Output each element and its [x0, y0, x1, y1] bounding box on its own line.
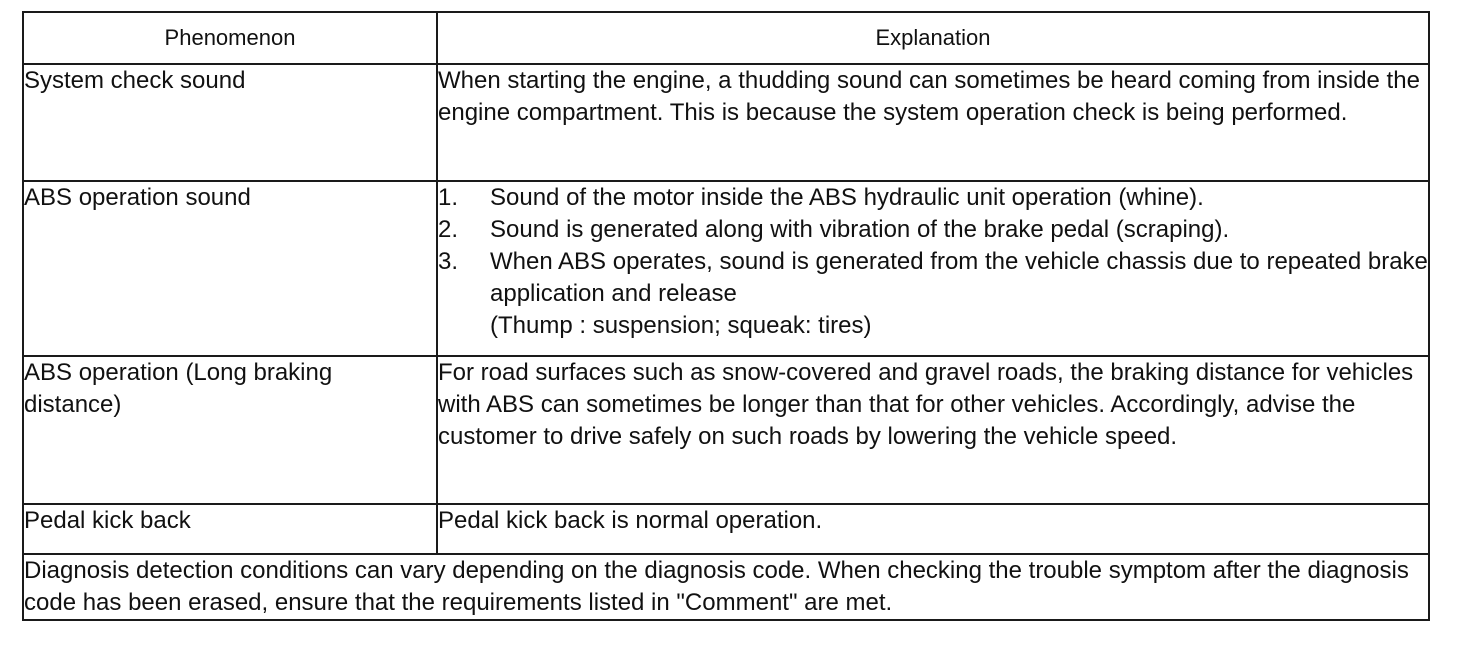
table-row — [23, 181, 1429, 356]
list-item — [438, 246, 1428, 342]
list-item-text: Sound of the motor inside the ABS hydraulic unit operation (whine). — [490, 184, 1204, 211]
phenomenon-cell: ABS operation sound — [23, 181, 437, 356]
list-item-number: 2. — [438, 216, 459, 243]
list-item-number: 3. — [438, 248, 459, 275]
table-row — [23, 504, 1429, 554]
phenomenon-cell: System check sound — [23, 64, 437, 181]
note-row — [23, 554, 1429, 620]
list-item-text: When ABS operates, sound is generated from the vehicle chassis due to repeated brake application and release — [490, 248, 1428, 307]
header-phenomenon: Phenomenon — [23, 12, 437, 64]
phenomenon-explanation-table — [22, 11, 1430, 621]
list-item-number: 1. — [438, 184, 459, 211]
list-item-text-wrap — [490, 246, 1428, 342]
note-cell: Diagnosis detection conditions can vary depending on the diagnosis code. When checking the trouble symptom after the diagnosis code has been erased, ensure that the requirements listed in "Comment" are met. — [23, 554, 1429, 620]
table-row — [23, 64, 1429, 181]
explanation-cell: When starting the engine, a thudding sound can sometimes be heard coming from inside the engine compartment. This is because the system operation check is being performed. — [437, 64, 1429, 181]
header-explanation: Explanation — [437, 12, 1429, 64]
explanation-cell: For road surfaces such as snow-covered and gravel roads, the braking distance for vehicles with ABS can sometimes be longer than that for other vehicles. Accordingly, advise the customer to drive safely on such roads by lowering the vehicle speed. — [437, 356, 1429, 504]
phenomenon-cell: Pedal kick back — [23, 504, 437, 554]
table-row — [23, 356, 1429, 504]
list-item-subtext: (Thump : suspension; squeak: tires) — [490, 312, 872, 339]
list-item-text: Sound is generated along with vibration of the brake pedal (scraping). — [490, 216, 1230, 243]
phenomenon-cell: ABS operation (Long braking distance) — [23, 356, 437, 504]
sound-list — [438, 182, 1428, 342]
table-header-row — [23, 12, 1429, 64]
list-item — [438, 182, 1428, 214]
explanation-cell: Pedal kick back is normal operation. — [437, 504, 1429, 554]
explanation-cell — [437, 181, 1429, 356]
list-item — [438, 214, 1428, 246]
